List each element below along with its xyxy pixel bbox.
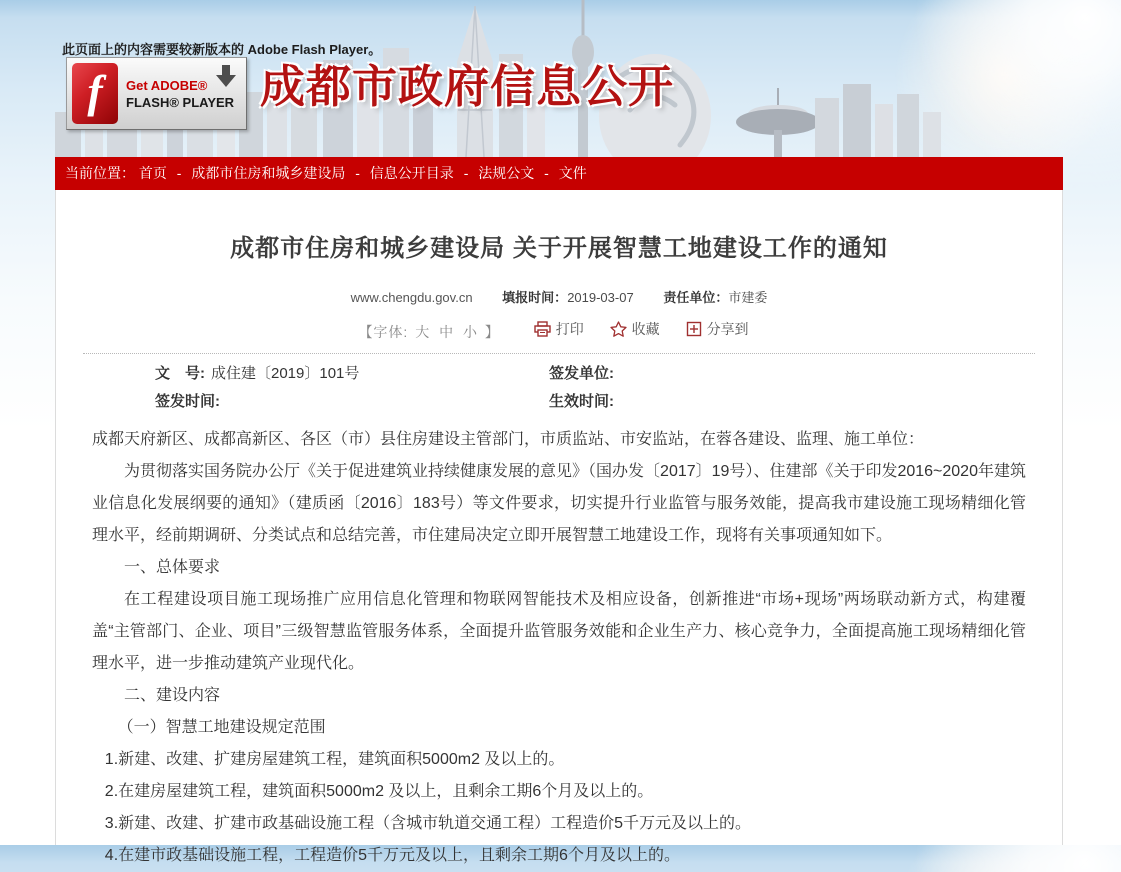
document-title: 成都市住房和城乡建设局 关于开展智慧工地建设工作的通知	[230, 235, 888, 262]
printer-icon	[534, 321, 551, 337]
font-size-small-button[interactable]: 小	[463, 324, 478, 340]
list-item: 3.新建、改建、扩建市政基础设施工程（含城市轨道交通工程）工程造价5千万元及以上的。	[104, 815, 752, 832]
share-label: 分享到	[706, 321, 749, 337]
breadcrumb-separator: -	[355, 165, 360, 181]
share-button[interactable]	[686, 319, 749, 339]
field-effective-date: 生效时间:	[549, 393, 614, 410]
subsection-heading: （一）智慧工地建设规定范围	[117, 719, 326, 736]
separator-line	[83, 353, 1035, 354]
share-plus-icon	[686, 321, 702, 337]
star-icon	[610, 321, 627, 337]
breadcrumb-item-catalog[interactable]: 信息公开目录	[369, 165, 454, 181]
section-heading: 一、总体要求	[124, 559, 221, 576]
print-label: 打印	[555, 321, 584, 337]
download-arrow-icon	[216, 65, 236, 87]
get-flash-player-button[interactable]	[66, 57, 247, 130]
document-fields-table	[56, 360, 1062, 416]
breadcrumb-item-home[interactable]: 首页	[138, 165, 167, 181]
paragraph: 成都天府新区、成都高新区、各区（市）县住房建设主管部门，市质监站、市安监站，在蓉各建设、监理、施工单位：	[92, 431, 925, 448]
favorite-label: 收藏	[631, 321, 660, 337]
document-body	[92, 424, 1026, 872]
flash-required-notice: 此页面上的内容需要较新版本的 Adobe Flash Player。	[62, 42, 382, 57]
report-time-value: 2019-03-07	[567, 290, 634, 305]
report-time-label: 填报时间：	[502, 290, 568, 305]
document-meta	[56, 287, 1062, 306]
article-panel	[55, 190, 1063, 864]
field-issuing-unit: 签发单位:	[549, 365, 614, 382]
responsible-unit-value: 市建委	[728, 290, 768, 305]
responsible-unit-label: 责任单位：	[663, 290, 729, 305]
font-size-large-button[interactable]: 大	[415, 324, 431, 340]
paragraph: 在工程建设项目施工现场推广应用信息化管理和物联网智能技术及相应设备，创新推进“市场+现场”两场联动新方式，构建覆盖“主管部门、企业、项目”三级智慧监管服务体系，全面提升监管服务效能和企业生产力、核心竞争力，全面提高施工现场精细化管理水平，进一步推动建筑产业现代化。	[92, 591, 1026, 672]
breadcrumb-item-documents[interactable]: 文件	[558, 165, 587, 181]
list-item: 2.在建房屋建筑工程，建筑面积5000m2 及以上，且剩余工期6个月及以上的。	[104, 783, 654, 800]
font-size-medium-button[interactable]: 中	[439, 324, 455, 340]
breadcrumb-item-bureau[interactable]: 成都市住房和城乡建设局	[191, 165, 346, 181]
list-item: 1.新建、改建、扩建房屋建筑工程，建筑面积5000m2 及以上的。	[104, 751, 565, 768]
article-toolbar	[56, 319, 1062, 342]
flash-button-line2: FLASH® PLAYER	[126, 94, 235, 110]
breadcrumb-separator: -	[176, 165, 182, 181]
section-heading: 二、建设内容	[124, 687, 221, 704]
site-title: 成都市政府信息公开	[260, 62, 675, 112]
breadcrumb-separator: -	[544, 165, 549, 181]
breadcrumb-label: 当前位置：	[65, 165, 135, 181]
breadcrumb-separator: -	[463, 165, 469, 181]
list-item: 4.在建市政基础设施工程，工程造价5千万元及以上，且剩余工期6个月及以上的。	[104, 847, 680, 864]
breadcrumb	[55, 157, 1063, 190]
breadcrumb-item-regulations[interactable]: 法规公文	[478, 165, 535, 181]
field-doc-number: 文 号: 成住建〔2019〕101号	[155, 365, 360, 382]
print-button[interactable]	[534, 319, 584, 339]
favorite-button[interactable]	[610, 319, 660, 339]
paragraph: 为贯彻落实国务院办公厅《关于促进建筑业持续健康发展的意见》（国办发〔2017〕19号）、住建部《关于印发2016~2020年建筑业信息化发展纲要的通知》（建质函〔2016〕183号）等文件要求，切实提升行业监管与服务效能，提高我市建设施工现场精细化管理水平，经前期调研、分类试点和总结完善，市住建局决定立即开展智慧工地建设工作，现将有关事项通知如下。	[92, 463, 1026, 544]
field-issue-date: 签发时间:	[155, 393, 220, 410]
flash-logo-icon: f	[72, 63, 118, 124]
flash-button-line1: Get ADOBE®	[126, 77, 208, 93]
source-url: www.chengdu.gov.cn	[350, 290, 473, 305]
font-size-selector: 【字体: 大 中 小 】	[358, 324, 500, 340]
